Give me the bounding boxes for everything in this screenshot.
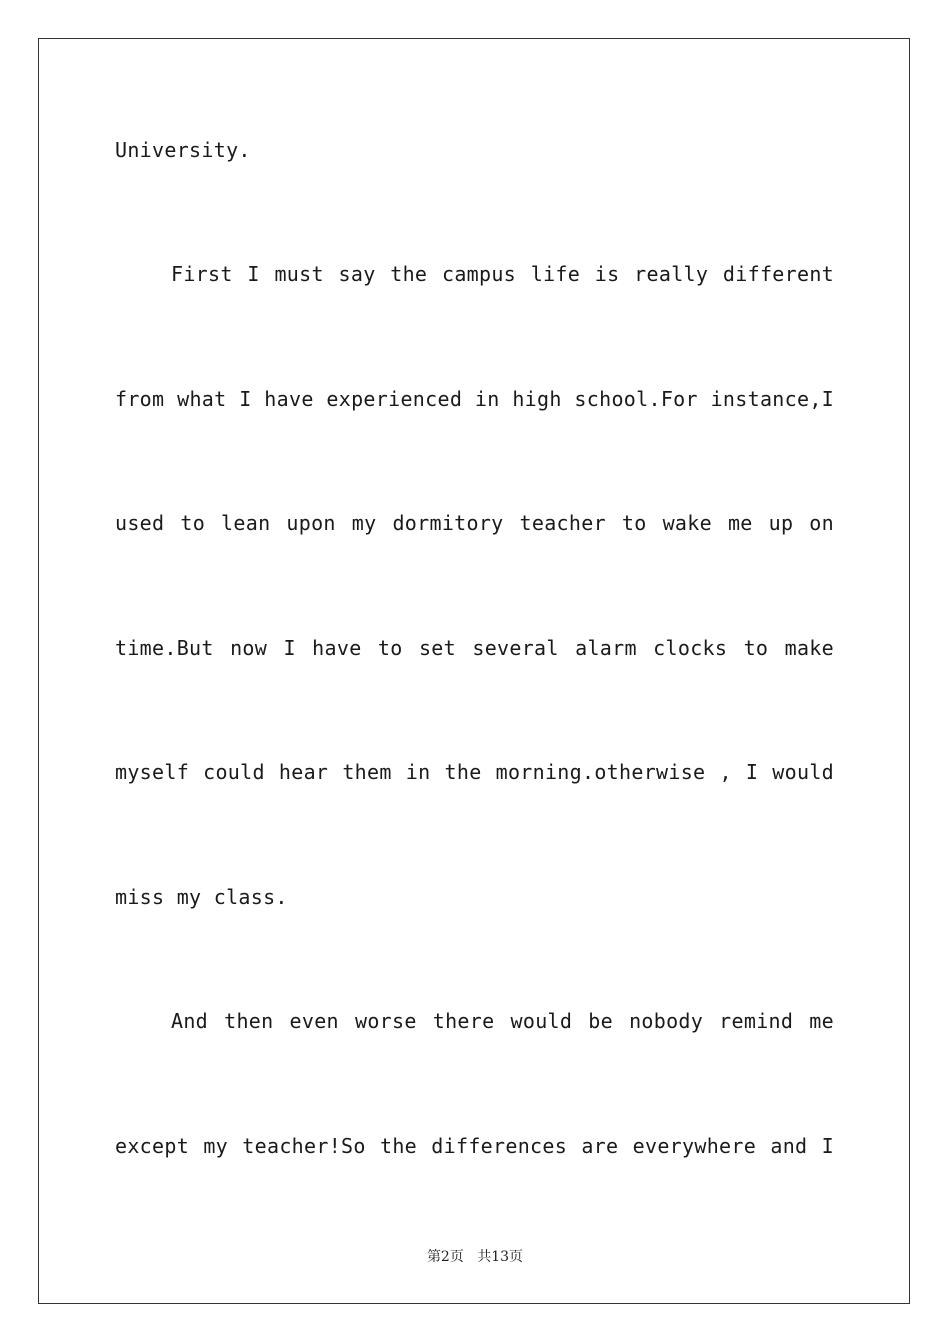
text-line: from what I have experienced in high school.For instance,I (115, 387, 834, 411)
paragraph-first-line: First I must say the campus life is really different (171, 262, 834, 286)
text-line: myself could hear them in the morning.otherwise , I would (115, 760, 834, 784)
text-line: except my teacher!So the differences are everywhere and I (115, 1134, 834, 1158)
text-line: time.But now I have to set several alarm clocks to make (115, 636, 834, 660)
page-total: 共13页 (477, 1249, 524, 1265)
page-border (38, 38, 910, 1304)
text-line: miss my class. (115, 885, 288, 909)
text-line: used to lean upon my dormitory teacher to wake me up on (115, 511, 834, 535)
page-footer (0, 1248, 950, 1266)
paragraph-first-line: And then even worse there would be nobody remind me (171, 1009, 834, 1033)
page-number: 第2页 (426, 1249, 464, 1265)
text-line: University. (115, 138, 251, 162)
